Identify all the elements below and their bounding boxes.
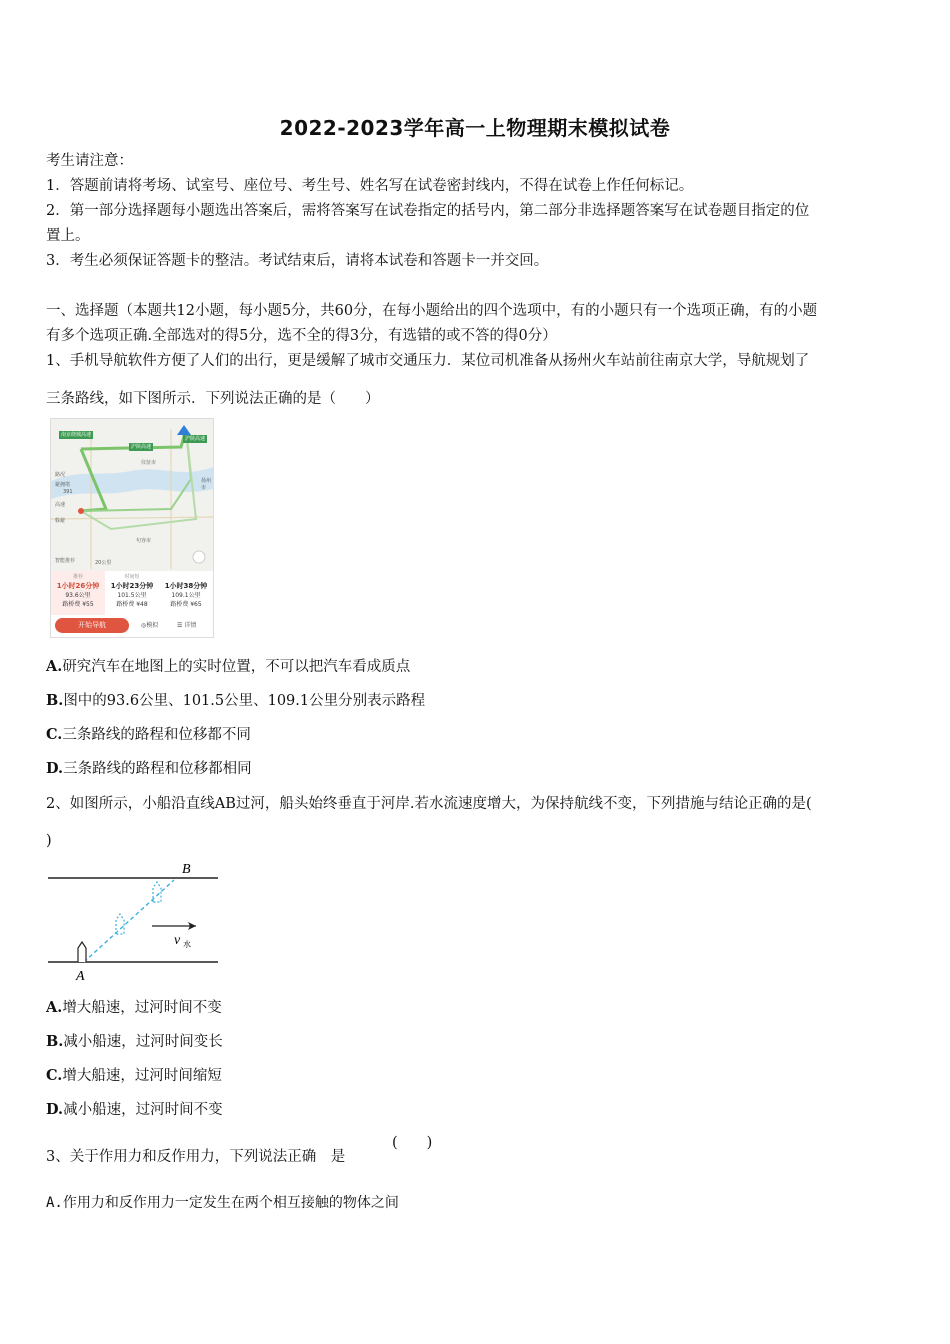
map-label-1: 仪征市: [141, 460, 157, 466]
map-side-4: 躲避: [55, 518, 66, 524]
simulate-label: ◎模拟: [141, 622, 159, 629]
route-option-3: 1小时38分钟 109.1公里 路桥费 ¥65: [164, 582, 208, 608]
q1-option-d: D.三条路线的路程和位移都相同: [46, 760, 252, 777]
start-navigation-button: 开始导航: [55, 618, 129, 633]
q2-option-c: C.增大船速，过河时间缩短: [46, 1067, 222, 1084]
map-side-3: 高速: [55, 502, 66, 508]
question-3-line-1: 3、关于作用力和反作用力，下列说法正确 是: [46, 1149, 346, 1165]
notice-heading: 考生请注意：: [46, 153, 133, 169]
navigation-map-figure: [50, 418, 214, 638]
question-3-paren: ( ): [392, 1135, 433, 1151]
river-crossing-figure: [46, 858, 224, 986]
page-title: 2022-2023学年高一上物理期末模拟试卷: [279, 116, 671, 140]
boat-ghost-2-icon: [153, 882, 161, 902]
detail-label: ☰ 详情: [177, 622, 197, 629]
question-1-line-2: 三条路线，如下图所示．下列说法正确的是（ ）: [46, 391, 380, 407]
map-sign-3: 沪陕高速: [185, 436, 206, 442]
q2-option-b: B.减小船速，过河时间变长: [46, 1033, 223, 1050]
notice-item-1: 1．答题前请将考场、试室号、座位号、考生号、姓名写在试卷密封线内，不得在试卷上作任何标记。: [46, 178, 694, 194]
refresh-icon: [193, 551, 205, 563]
notice-item-3: 3．考生必须保证答题卡的整洁。考试结束后，请将本试卷和答题卡一并交回。: [46, 253, 549, 269]
map-sign-1: 南京绕城高速: [61, 432, 92, 438]
label-v: v: [174, 933, 181, 948]
label-a: A: [76, 969, 85, 984]
route-options: [51, 571, 213, 615]
boat-icon: [78, 942, 86, 962]
q2-option-a: A.增大船速，过河时间不变: [46, 999, 222, 1016]
map-sign-2: 沪陕高速: [131, 444, 152, 450]
q1-option-c: C.三条路线的路程和位移都不同: [46, 726, 251, 743]
label-b: B: [182, 862, 191, 877]
q1-option-a: A.研究汽车在地图上的实时位置，不可以把汽车看成质点: [46, 658, 411, 675]
q1-option-b: B.图中的93.6公里、101.5公里、109.1公里分别表示路程: [46, 692, 426, 709]
route-option-2: 时间短 1小时23分钟 101.5公里 路桥费 ¥48: [110, 574, 154, 608]
map-label-3: 句容市: [136, 538, 152, 544]
map-scale: 20公里: [95, 560, 112, 566]
map-label-4: 391: [63, 489, 73, 495]
q2-option-d: D.减小船速，过河时间不变: [46, 1101, 223, 1118]
map-label-2: 扬州市: [201, 478, 212, 491]
nav-action-bar: [51, 615, 213, 637]
section-1-line-1: 一、选择题（本题共12小题，每小题5分，共60分，在每小题给出的四个选项中，有的小题只有一个选项正确，有的小题: [46, 303, 818, 319]
map-side-2: 避拥堵: [55, 482, 71, 488]
label-water: 水: [183, 940, 191, 949]
question-1-line-1: 1、手机导航软件方便了人们的出行，更是缓解了城市交通压力．某位司机准备从扬州火车站前往南京大学，导航规划了: [46, 353, 810, 369]
smart-recommend: 智能推荐: [55, 558, 76, 564]
route-option-1: 推荐 1小时26分钟 93.6公里 路桥费 ¥55: [51, 571, 105, 615]
notice-item-2-cont: 置上。: [46, 228, 90, 244]
question-2-line-2: ): [46, 833, 52, 849]
question-2-line-1: 2、如图所示，小船沿直线AB过河，船头始终垂直于河岸.若水流速度增大，为保持航线不变，下列措施与结论正确的是(: [46, 796, 812, 812]
section-1-line-2: 有多个选项正确.全部选对的得5分，选不全的得3分，有选错的或不答的得0分）: [46, 328, 557, 344]
map-side-1: 路况: [55, 472, 66, 478]
notice-item-2: 2．第一部分选择题每小题选出答案后，需将答案写在试卷指定的括号内，第二部分非选择题答案写在试卷题目指定的位: [46, 203, 810, 219]
q3-option-a: A.作用力和反作用力一定发生在两个相互接触的物体之间: [46, 1195, 399, 1211]
start-marker-icon: [78, 508, 84, 514]
